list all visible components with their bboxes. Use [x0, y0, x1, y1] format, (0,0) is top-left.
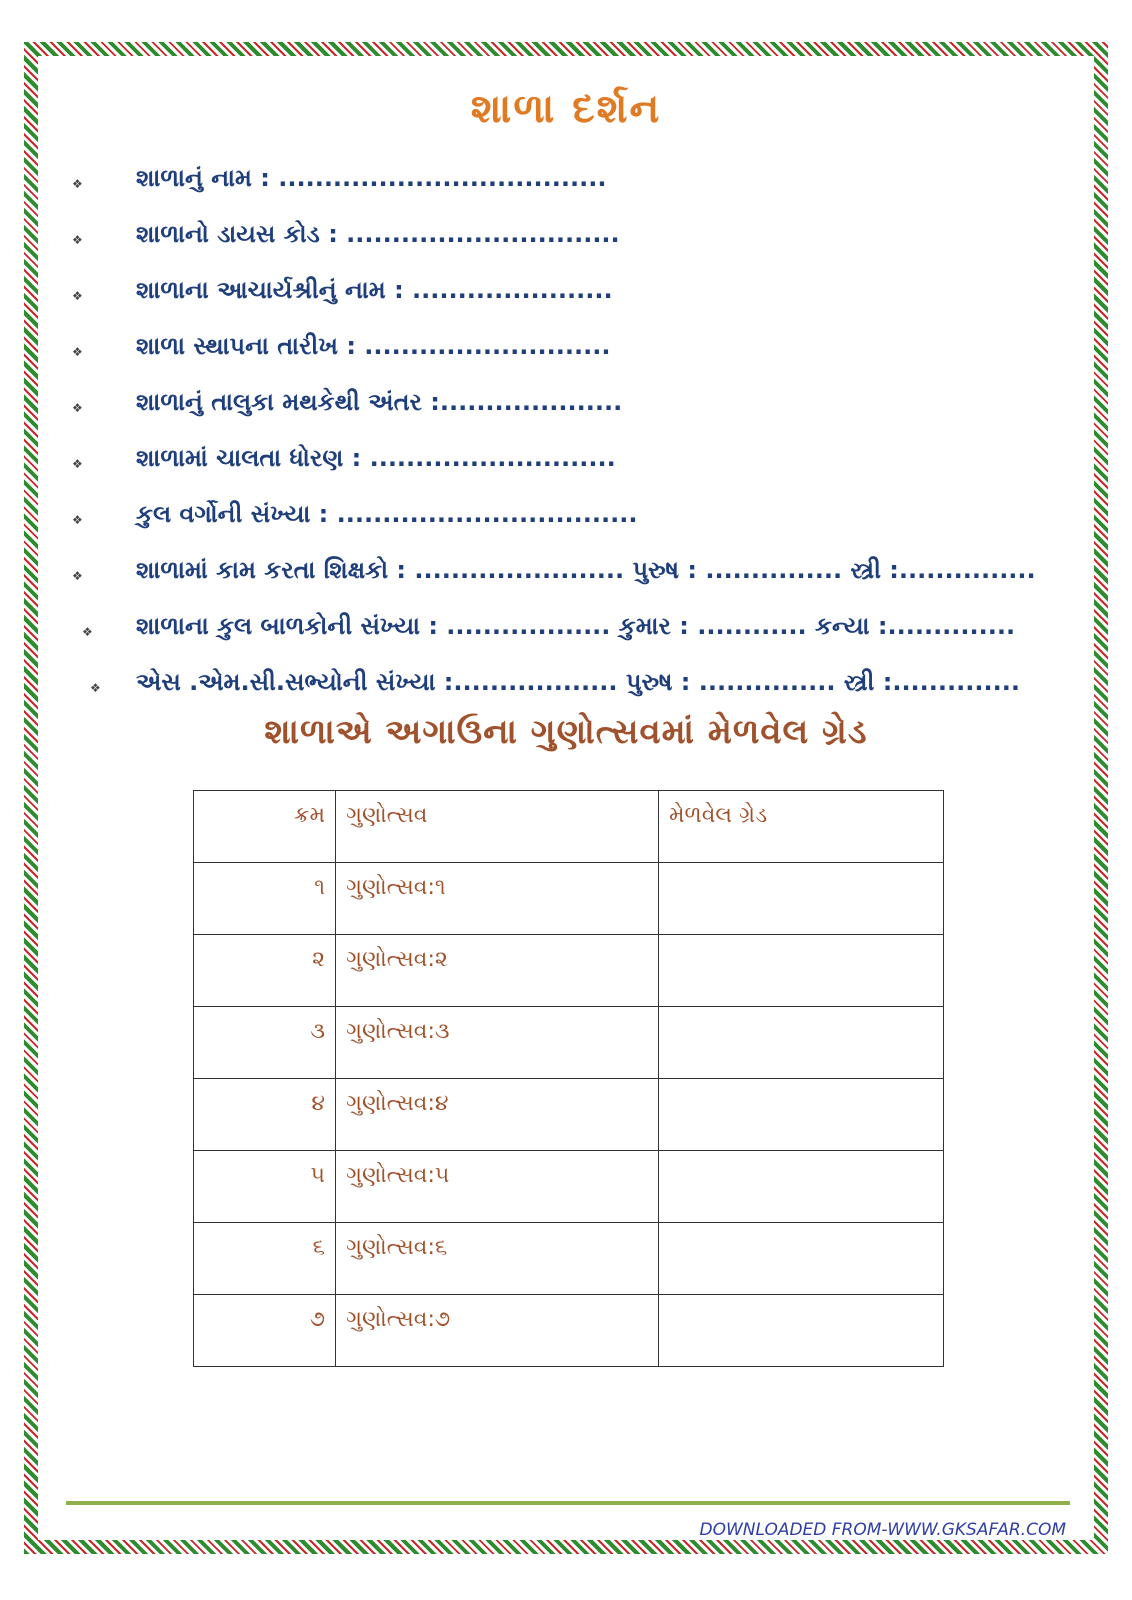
info-field-label: શાળાનું નામ : .................................... [136, 164, 607, 192]
info-field-label: શાળાના કુલ બાળકોની સંખ્યા : .................. કુમાર : ............ કન્યા :.............. [136, 612, 1016, 640]
grades-table [193, 790, 944, 1367]
row-grade [659, 1151, 944, 1223]
header-gunotsav: ગુણોત્સવ [336, 791, 659, 863]
row-serial: ૭ [194, 1295, 336, 1367]
table-row [194, 1151, 944, 1223]
row-grade [659, 1079, 944, 1151]
diamond-bullet-icon: ❖ [90, 681, 101, 695]
info-field [64, 608, 1064, 664]
table-row [194, 1079, 944, 1151]
row-grade [659, 1295, 944, 1367]
row-grade [659, 935, 944, 1007]
info-field [64, 440, 1064, 496]
row-gunotsav: ગુણોત્સવ:૬ [336, 1223, 659, 1295]
table-row [194, 1007, 944, 1079]
row-serial: ૨ [194, 935, 336, 1007]
info-field-label: શાળાના આચાર્યશ્રીનું નામ : ...................... [136, 276, 613, 304]
page-title: શાળા દર્શન [470, 86, 662, 132]
row-serial: ૪ [194, 1079, 336, 1151]
info-field [64, 384, 1064, 440]
row-gunotsav: ગુણોત્સવ:૨ [336, 935, 659, 1007]
diamond-bullet-icon: ❖ [72, 233, 83, 247]
info-field [64, 496, 1064, 552]
info-field-label: શાળાનું તાલુકા મથકેથી અંતર :.................... [136, 388, 623, 416]
info-field [64, 160, 1064, 216]
diamond-bullet-icon: ❖ [72, 513, 83, 527]
row-gunotsav: ગુણોત્સવ:૩ [336, 1007, 659, 1079]
info-field [64, 552, 1064, 608]
diamond-bullet-icon: ❖ [72, 569, 83, 583]
diamond-bullet-icon: ❖ [72, 457, 83, 471]
info-field-label: શાળા સ્થાપના તારીખ : ........................... [136, 332, 611, 360]
row-gunotsav: ગુણોત્સવ:૧ [336, 863, 659, 935]
info-field-label: કુલ વર્ગોની સંખ્યા : ................................. [136, 500, 638, 528]
diamond-bullet-icon: ❖ [72, 401, 83, 415]
row-serial: ૧ [194, 863, 336, 935]
info-field-label: એસ .એમ.સી.સભ્યોની સંખ્યા :.................. પુરુષ : ............... સ્ત્રી :.............. [136, 668, 1020, 696]
header-grade: મેળવેલ ગ્રેડ [659, 791, 944, 863]
row-serial: ૬ [194, 1223, 336, 1295]
row-serial: ૩ [194, 1007, 336, 1079]
info-field [64, 328, 1064, 384]
row-gunotsav: ગુણોત્સવ:૫ [336, 1151, 659, 1223]
table-row [194, 935, 944, 1007]
school-info-fields [64, 160, 1064, 720]
info-field-label: શાળામાં ચાલતા ધોરણ : ........................... [136, 444, 616, 472]
header-serial: ક્રમ [194, 791, 336, 863]
info-field [64, 272, 1064, 328]
grades-section-title: શાળાએ અગાઉના ગુણોત્સવમાં મેળવેલ ગ્રેડ [264, 712, 868, 752]
diamond-bullet-icon: ❖ [72, 289, 83, 303]
row-grade [659, 1223, 944, 1295]
row-grade [659, 863, 944, 935]
table-row [194, 1223, 944, 1295]
diamond-bullet-icon: ❖ [82, 625, 93, 639]
info-field [64, 216, 1064, 272]
footer-divider [66, 1501, 1070, 1505]
row-grade [659, 1007, 944, 1079]
row-gunotsav: ગુણોત્સવ:૭ [336, 1295, 659, 1367]
info-field-label: શાળામાં કામ કરતા શિક્ષકો : ....................... પુરુષ : ............... સ્ત્રી :............... [136, 556, 1036, 584]
diamond-bullet-icon: ❖ [72, 345, 83, 359]
info-field-label: શાળાનો ડાયસ કોડ : .............................. [136, 220, 620, 248]
table-row [194, 1295, 944, 1367]
table-header-row [194, 791, 944, 863]
row-serial: ૫ [194, 1151, 336, 1223]
footer-source: DOWNLOADED FROM-WWW.GKSAFAR.COM [699, 1520, 1066, 1540]
table-row [194, 863, 944, 935]
diamond-bullet-icon: ❖ [72, 177, 83, 191]
row-gunotsav: ગુણોત્સવ:૪ [336, 1079, 659, 1151]
